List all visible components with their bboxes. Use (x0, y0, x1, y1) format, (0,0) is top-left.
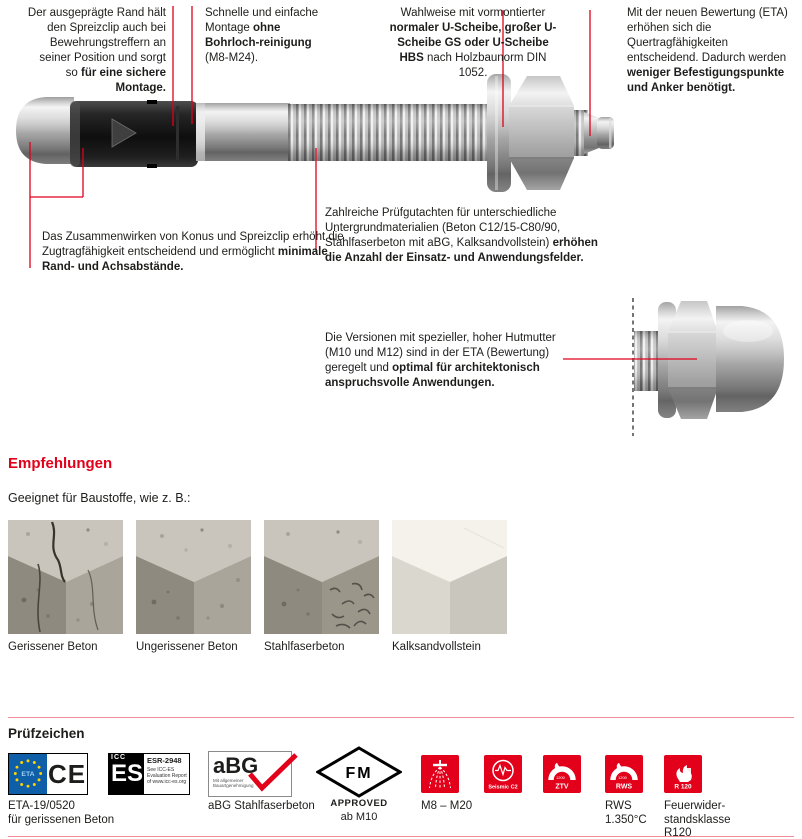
certifications-title: Prüfzeichen (8, 726, 85, 741)
material-image-cracked-concrete (8, 520, 123, 634)
material-caption: Kalksandvollstein (392, 641, 481, 653)
abg-letters: aBG (213, 753, 259, 778)
es-label: ES (111, 760, 144, 787)
annotation-washer: Wahlweise mit vormontierter normaler U-Scheibe, großer U-Scheibe GS oder U-Scheibe HBS nach Holzbaunorm DIN 1052. (389, 7, 557, 79)
anchor-thread (288, 104, 500, 161)
washer (487, 74, 511, 192)
svg-text:1200: 1200 (556, 775, 565, 780)
rws-tunnel-icon (605, 755, 643, 793)
svg-text:ZTV: ZTV (555, 783, 569, 791)
anchor-sleeve (196, 103, 290, 161)
fm-approved-label: APPROVED (330, 798, 388, 809)
section-divider (8, 717, 794, 718)
svg-text:RWS: RWS (615, 783, 633, 791)
fire-resistance-icon (664, 755, 702, 793)
ce-caption: ETA-19/0520 für gerissenen Beton (8, 800, 115, 826)
anchor-cone-tip (16, 97, 74, 164)
rws-caption: RWS 1.350°C (605, 800, 647, 826)
sprinkler-icon (421, 755, 459, 793)
annotation-eta: Mit der neuen Bewertung (ETA) erhöhen sich die Quertragfähigkeiten entscheidend. Dadurch werden weniger Befestigungspunkte und Anker benötigt. (627, 7, 788, 94)
material-caption: Stahlfaserbeton (264, 641, 345, 653)
abg-note: Mit allgemeiner Bauartgenehmigung (213, 778, 254, 788)
ce-mark (8, 753, 88, 795)
ztv-tunnel-icon (543, 755, 581, 793)
material-caption: Ungerissener Beton (136, 641, 238, 653)
annotation-hutmutter: Die Versionen mit spezieller, hoher Hutmutter (M10 und M12) sind in der ETA (Bewertung) geregelt und optimal für architektonisch anspruchsvolle Anwendungen. (325, 332, 556, 389)
sprinkler-caption: M8 – M20 (421, 800, 473, 812)
recommendations-title: Empfehlungen (8, 455, 113, 472)
ce-letters: CE (47, 754, 87, 794)
annotation-rim: Der ausgeprägte Rand hält den Spreizclip auch bei Bewehrungstreffern an seiner Position und sorgt so für eine sichere Montage. (27, 7, 166, 94)
icc-es-mark (108, 753, 190, 795)
svg-text:Seismic C2: Seismic C2 (488, 784, 518, 791)
icc-report-panel (144, 753, 190, 795)
esr-number: ESR-2948 (147, 756, 182, 765)
icc-es-logo (108, 753, 144, 795)
annotation-pruefgutachten: Zahlreiche Prüfgutachten für unterschiedliche Untergrundmaterialien (Beton C12/15-C80/90, Stahlfaserbeton mit aBG, Kalksandvollstein) erhöhen die Anzahl der Einsatz- und Anwendungsfelder. (325, 207, 598, 264)
material-image-uncracked-concrete (136, 520, 251, 634)
svg-text:R 120: R 120 (674, 783, 692, 791)
material-image-steel-fibre-concrete (264, 520, 379, 634)
cap-nut-figure (633, 298, 784, 436)
annotation-montage: Schnelle und einfache Montage ohne Bohrloch-reinigung (M8-M24). (205, 7, 319, 64)
hex-nut (509, 76, 574, 190)
fm-diamond-icon (316, 746, 402, 798)
recommendations-subtitle: Geeignet für Baustoffe, wie z. B.: (8, 491, 191, 505)
fm-size-label: ab M10 (340, 811, 378, 823)
svg-text:ETA: ETA (21, 770, 35, 778)
material-image-sand-lime-block (392, 520, 507, 634)
material-caption: Gerissener Beton (8, 641, 98, 653)
checkmark-icon (244, 750, 300, 794)
svg-text:FM: FM (345, 765, 373, 782)
icc-note: of www.icc-es.org (147, 778, 187, 785)
bolt-tip (574, 110, 614, 156)
eta-stars-icon (9, 754, 47, 794)
fire-resistance-caption: Feuerwider- standsklasse R120 (664, 800, 731, 839)
expansion-clip (70, 100, 198, 168)
section-divider (8, 836, 794, 837)
icc-note: Evaluation Report (147, 772, 187, 779)
icc-label: ICC (111, 754, 127, 761)
seismic-icon (484, 755, 522, 793)
annotation-konus: Das Zusammenwirken von Konus und Spreizclip erhöht die Zugtragfähigkeit entscheidend und ermöglicht minimale Rand- und Achsabstände. (42, 231, 344, 273)
icc-note: See ICC-ES (147, 766, 175, 773)
svg-text:1200: 1200 (618, 775, 627, 780)
abg-caption: aBG Stahlfaserbeton (208, 800, 315, 812)
